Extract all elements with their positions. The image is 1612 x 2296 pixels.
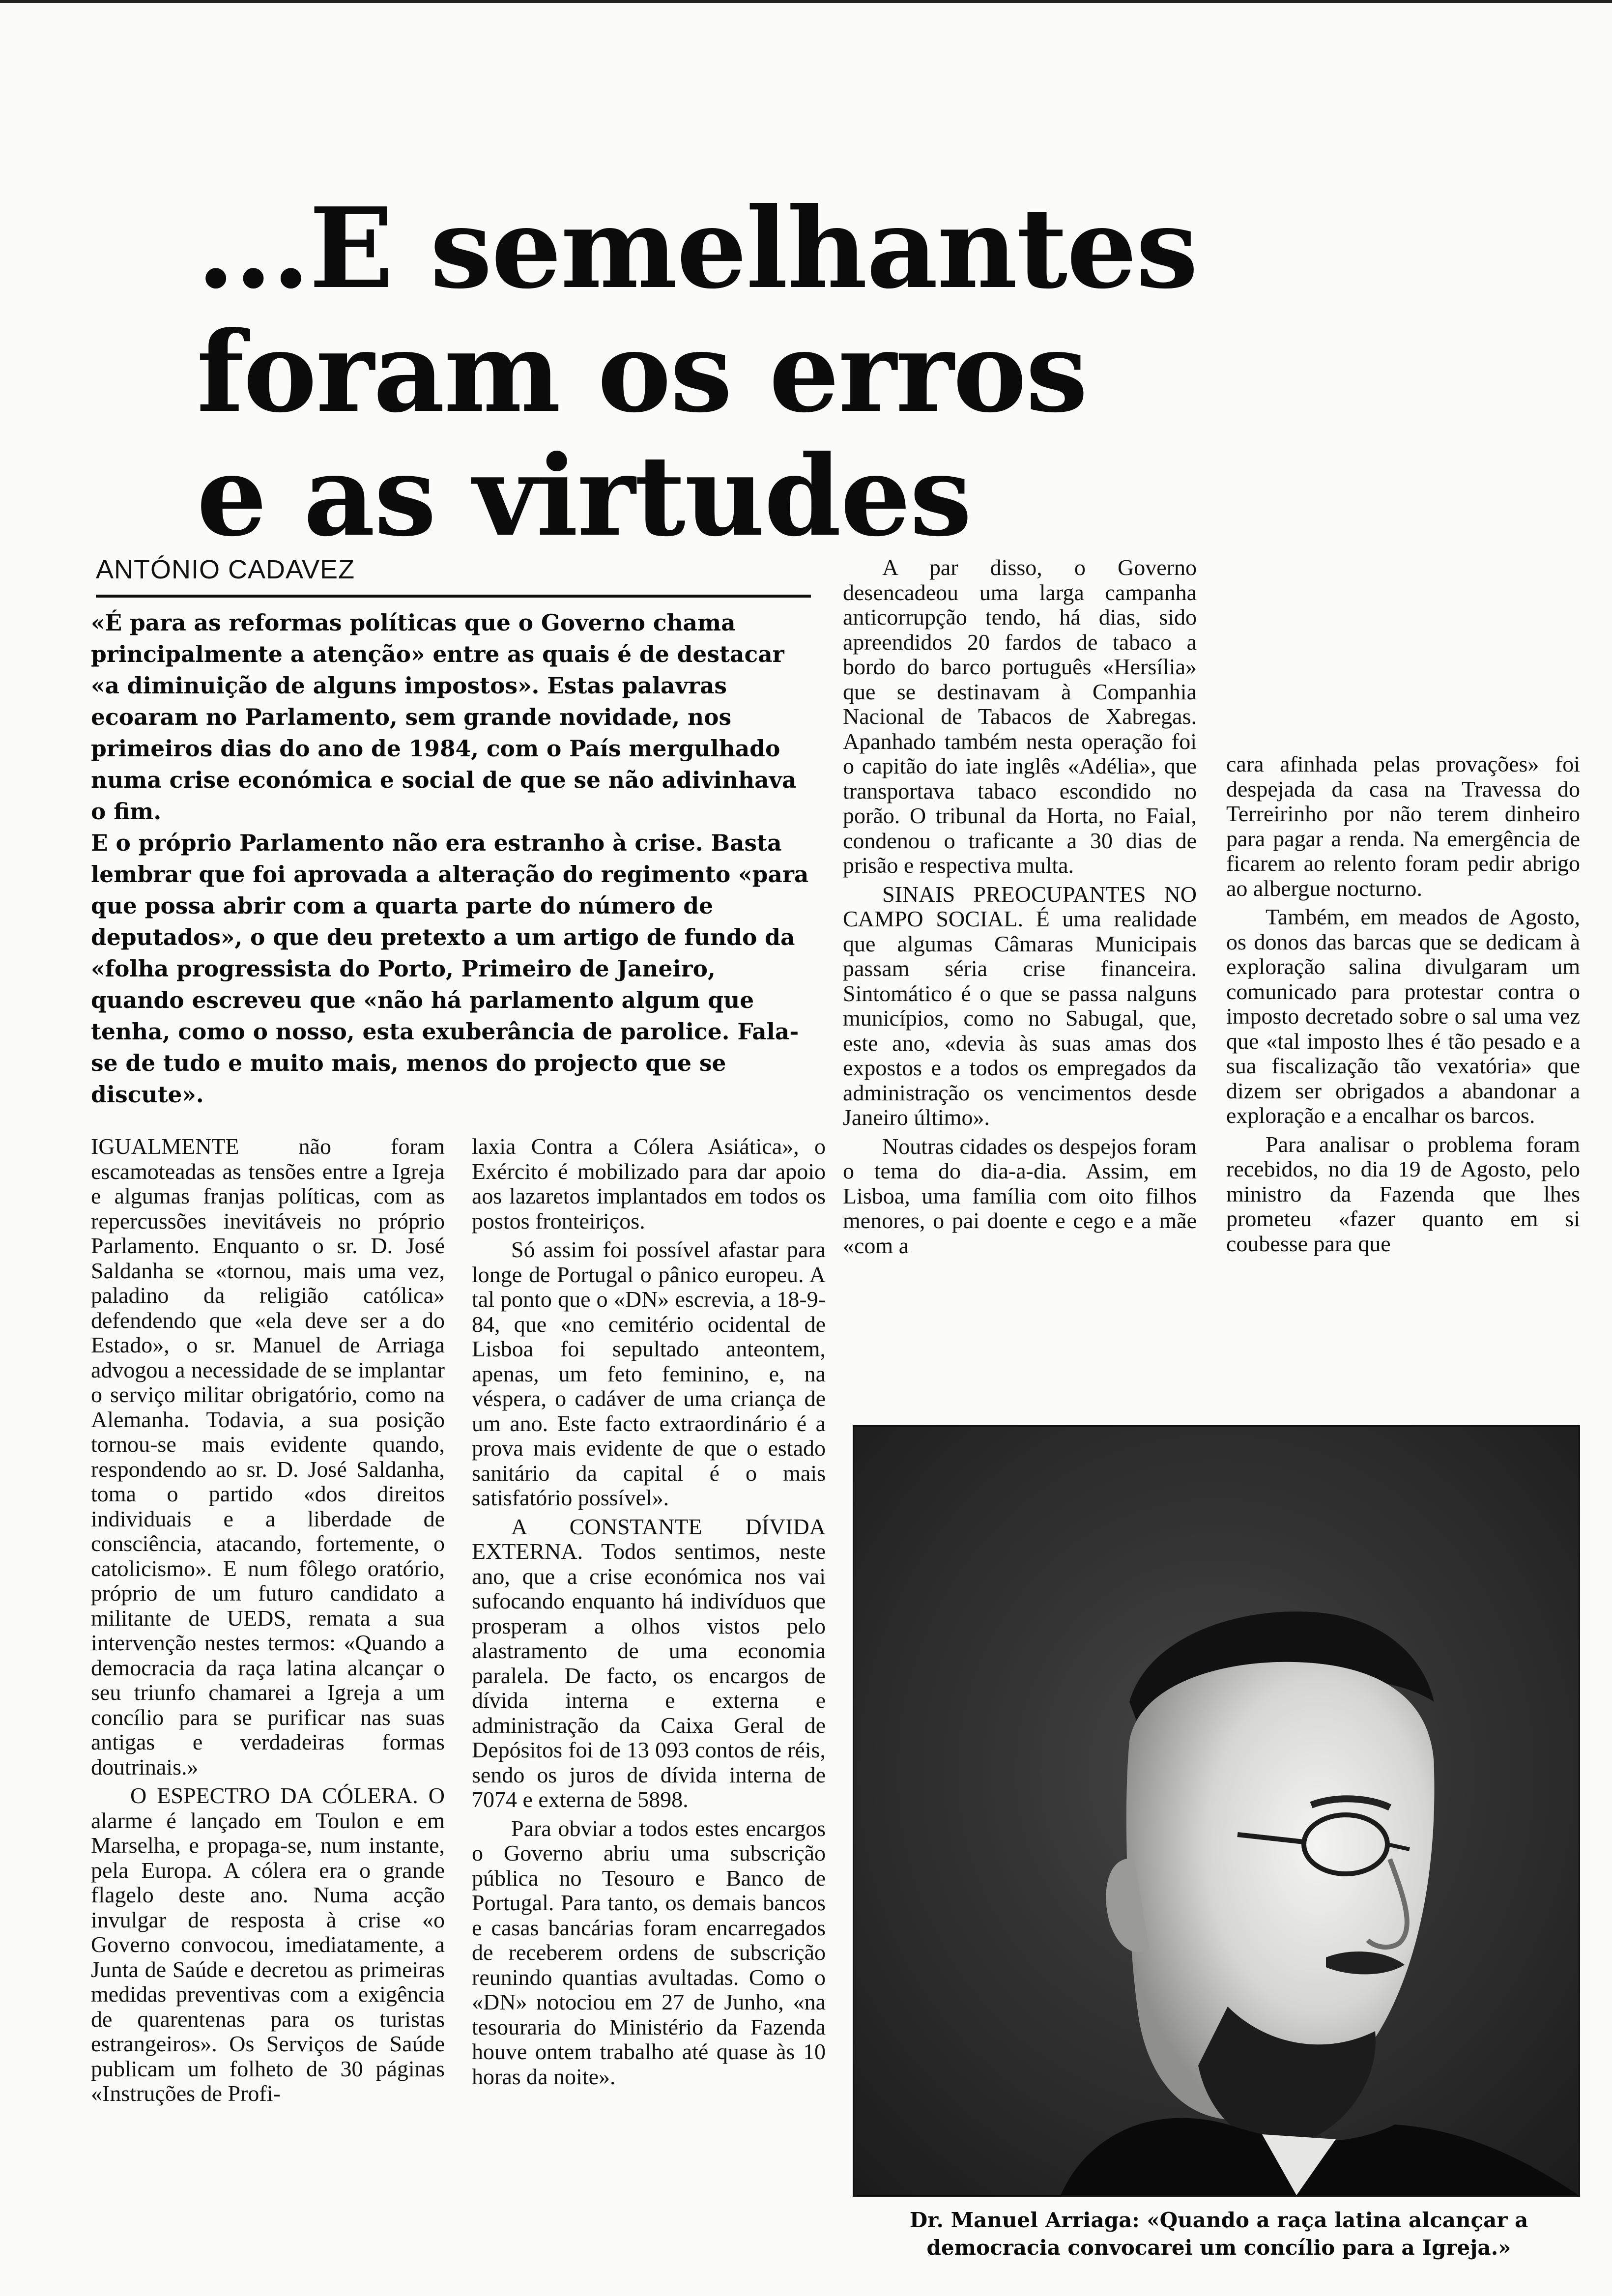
column-4-paragraph-2: Também, em meados de Agosto, os donos das barcas que se dedicam à exploração salina divulgaram um comunicado para protestar contra o imposto decretado sobre o sal uma vez que «tal imposto lhes é tão pesado e a sua fiscalização tão vexatória» que dizem ser obrigados a abandonar a exploração e a encalhar os barcos. [1226, 904, 1580, 1128]
headline-line-3: e as virtudes [197, 431, 971, 561]
column-2 [472, 1134, 826, 2089]
lede [91, 607, 813, 1110]
top-rule [0, 0, 1612, 3]
column-1 [91, 1134, 445, 2106]
column-3-paragraph-1: A par disso, o Governo desencadeou uma larga campanha anticorrupção tendo, há dias, sido apreendidos 20 fardos de tabaco a bordo do barco português «Hersília» que se destinavam à Companhia Nacional de Tabacos de Xabregas. Apanhado também nesta operação foi o capitão do iate inglês «Adélia», que transportava tabaco escondido no porão. O tribunal da Horta, no Faial, condenou o traficante a 30 dias de prisão e respectiva multa. [843, 555, 1197, 878]
column-2-paragraph-1: laxia Contra a Cólera Asiática», o Exército é mobilizado para dar apoio aos lazaretos implantados em todos os postos fronteiriços. [472, 1134, 826, 1234]
portrait-image [854, 1427, 1579, 2195]
portrait-photo [853, 1425, 1580, 2197]
column-2-paragraph-2: Só assim foi possível afastar para longe de Portugal o pânico europeu. A tal ponto que o «DN» escrevia, a 18-9-84, que «no cemitério ocidental de Lisboa foi sepultado anteontem, apenas, um feto feminino, e, na véspera, o cadáver de uma criança de um ano. Este facto extraordinário é a prova mais evidente de que o estado sanitário da capital é o mais satisfatório possível». [472, 1237, 826, 1510]
photo-caption: Dr. Manuel Arriaga: «Quando a raça latina alcançar a democracia convocarei um concílio para a Igreja.» [909, 2208, 1528, 2260]
column-2-paragraph-4: Para obviar a todos estes encargos o Governo abriu uma subscrição pública no Tesouro e Banco de Portugal. Para tanto, os demais bancos e casas bancárias foram encarregados de receberem ordens de subscrição reunindo quantias avultadas. Como o «DN» notociou em 27 de Junho, «na tesouraria do Ministério da Fazenda houve ontem trabalho até quase às 10 horas da noite». [472, 1815, 826, 2089]
column-4 [1226, 752, 1580, 1256]
byline: ANTÓNIO CADAVEZ [96, 555, 355, 584]
column-1-paragraph-2: O ESPECTRO DA CÓLERA. O alarme é lançado em Toulon e em Marselha, e propaga-se, num instante, pela Europa. A cólera era o grande flagelo deste ano. Numa acção invulgar de resposta à crise «o Governo convocou, imediatamente, a Junta de Saúde e decretou as primeiras medidas preventivas com a exigência de quarentenas para os turistas estrangeiros». Os Serviços de Saúde publicam um folheto de 30 páginas «Instruções de Profi- [91, 1783, 445, 2106]
headline-line-1: ...E semelhantes [197, 184, 1198, 314]
column-1-paragraph-1: IGUALMENTE não foram escamoteadas as tensões entre a Igreja e algumas franjas políticas, com as repercussões inevitáveis no próprio Parlamento. Enquanto o sr. D. José Saldanha se «tornou, mais uma vez, paladino da religião católica» defendendo que «ela deve ser a do Estado», o sr. Manuel de Arriaga advogou a necessidade de se implantar o serviço militar obrigatório, como na Alemanha. Todavia, a sua posição tornou-se mais evidente quando, respondendo ao sr. D. José Saldanha, toma o partido «dos direitos individuais e a liberdade de consciência, atacando, fortemente, o catolicismo». E num fôlego oratório, próprio de um futuro candidato a militante de UEDS, remata a sua intervenção nestes termos: «Quando a democracia da raça latina alcançar o seu triunfo chamarei a Igreja a um concílio para se purificar nas suas antigas e verdadeiras formas doutrinais.» [91, 1134, 445, 1779]
column-3-paragraph-3: Noutras cidades os despejos foram o tema do dia-a-dia. Assim, em Lisboa, uma família com oito filhos menores, o pai doente e cego e a mãe «com a [843, 1133, 1197, 1258]
byline-rule [96, 595, 811, 598]
column-2-paragraph-3: A CONSTANTE DÍVIDA EXTERNA. Todos sentimos, neste ano, que a crise económica nos vai sufocando enquanto há indivíduos que prosperam a olhos vistos pelo alastramento de uma economia paralela. De facto, os encargos de dívida interna e externa e administração da Caixa Geral de Depósitos foi de 13 093 contos de réis, sendo os juros de dívida interna de 7074 e externa de 5898. [472, 1514, 826, 1812]
column-4-paragraph-1: cara afinhada pelas provações» foi despejada da casa na Travessa do Terreirinho por não terem dinheiro para pagar a renda. Na emergência de ficarem ao relento foram pedir abrigo ao albergue nocturno. [1226, 751, 1580, 901]
lede-paragraph-1: «É para as reformas políticas que o Governo chama principalmente a atenção» entre as quais é de destacar «a diminuição de alguns impostos». Estas palavras ecoaram no Parlamento, sem grande novidade, nos primeiros dias do ano de 1984, com o País mergulhado numa crise económica e social de que se não adivinhava o fim. [91, 609, 797, 825]
headline [197, 184, 1198, 561]
column-3-paragraph-2: SINAIS PREOCUPANTES NO CAMPO SOCIAL. É uma realidade que algumas Câmaras Municipais passam séria crise financeira. Sintomático é o que se passa nalguns municípios, como no Sabugal, que, este ano, «devia às suas amas dos expostos e a todos os empregados da administração os vencimentos desde Janeiro último». [843, 881, 1197, 1130]
lede-paragraph-2: E o próprio Parlamento não era estranho à crise. Basta lembrar que foi aprovada a alteração do regimento «para que possa abrir com a quarta parte do número de deputados», o que deu pretexto a um artigo de fundo da «folha progressista do Porto, Primeiro de Janeiro, quando escreveu que «não há parlamento algum que tenha, como o nosso, esta exuberância de parolice. Fala-se de tudo e muito mais, menos do projecto que se discute». [91, 830, 809, 1108]
column-4-paragraph-3: Para analisar o problema foram recebidos, no dia 19 de Agosto, pelo ministro da Fazenda que lhes prometeu «fazer quanto em si coubesse para que [1226, 1131, 1580, 1256]
column-3 [843, 555, 1197, 1258]
headline-line-2: foram os erros [197, 308, 1087, 437]
